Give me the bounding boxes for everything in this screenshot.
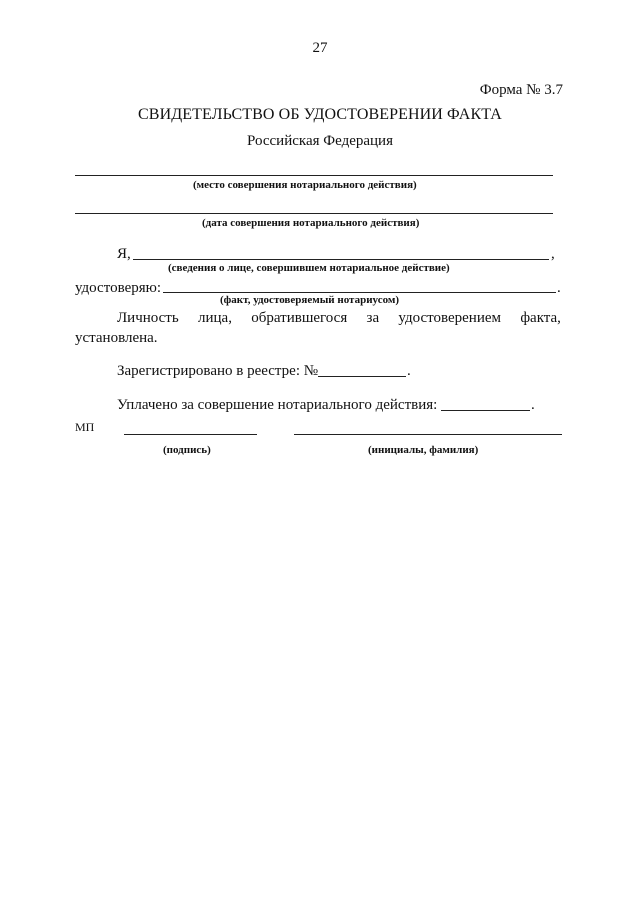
person-caption: (сведения о лице, совершившем нотариальное действие) [168,262,450,274]
place-field-line[interactable] [75,175,553,176]
identity-word: лица, [198,310,232,326]
seal-label: МП [75,420,95,434]
fact-field-line[interactable] [163,292,556,293]
i-trailing-comma: , [551,246,555,262]
paid-trailing-period: . [531,397,535,413]
person-field-line[interactable] [133,259,549,260]
place-caption: (место совершения нотариального действия) [193,179,417,191]
registry-trailing-period: . [407,363,411,379]
page-number: 27 [312,40,328,56]
identity-sentence-line2: установлена. [75,330,158,346]
document-title: СВИДЕТЕЛЬСТВО ОБ УДОСТОВЕРЕНИИ ФАКТА [138,106,502,123]
identity-word: факта, [520,310,561,326]
document-subtitle: Российская Федерация [247,133,393,149]
certify-trailing-period: . [557,280,561,296]
signature-field-line[interactable] [124,434,257,435]
identity-word: Личность [117,310,179,326]
i-label: Я, [117,246,131,262]
initials-field-line[interactable] [294,434,562,435]
date-field-line[interactable] [75,213,553,214]
paid-amount-field-line[interactable] [441,410,530,411]
form-number: Форма № 3.7 [479,82,563,98]
signature-caption: (подпись) [163,444,211,456]
certify-label: удостоверяю: [75,280,162,296]
identity-word: за [366,310,380,326]
fact-caption: (факт, удостоверяемый нотариусом) [220,294,400,306]
identity-sentence-line1 [117,311,561,326]
identity-word: обратившегося [251,310,348,326]
paid-label: Уплачено за совершение нотариального действия: [117,397,438,413]
identity-word: удостоверением [398,310,502,326]
registry-number-field-line[interactable] [318,376,406,377]
date-caption: (дата совершения нотариального действия) [202,217,420,229]
initials-caption: (инициалы, фамилия) [368,444,479,456]
registry-label: Зарегистрировано в реестре: № [117,363,319,379]
